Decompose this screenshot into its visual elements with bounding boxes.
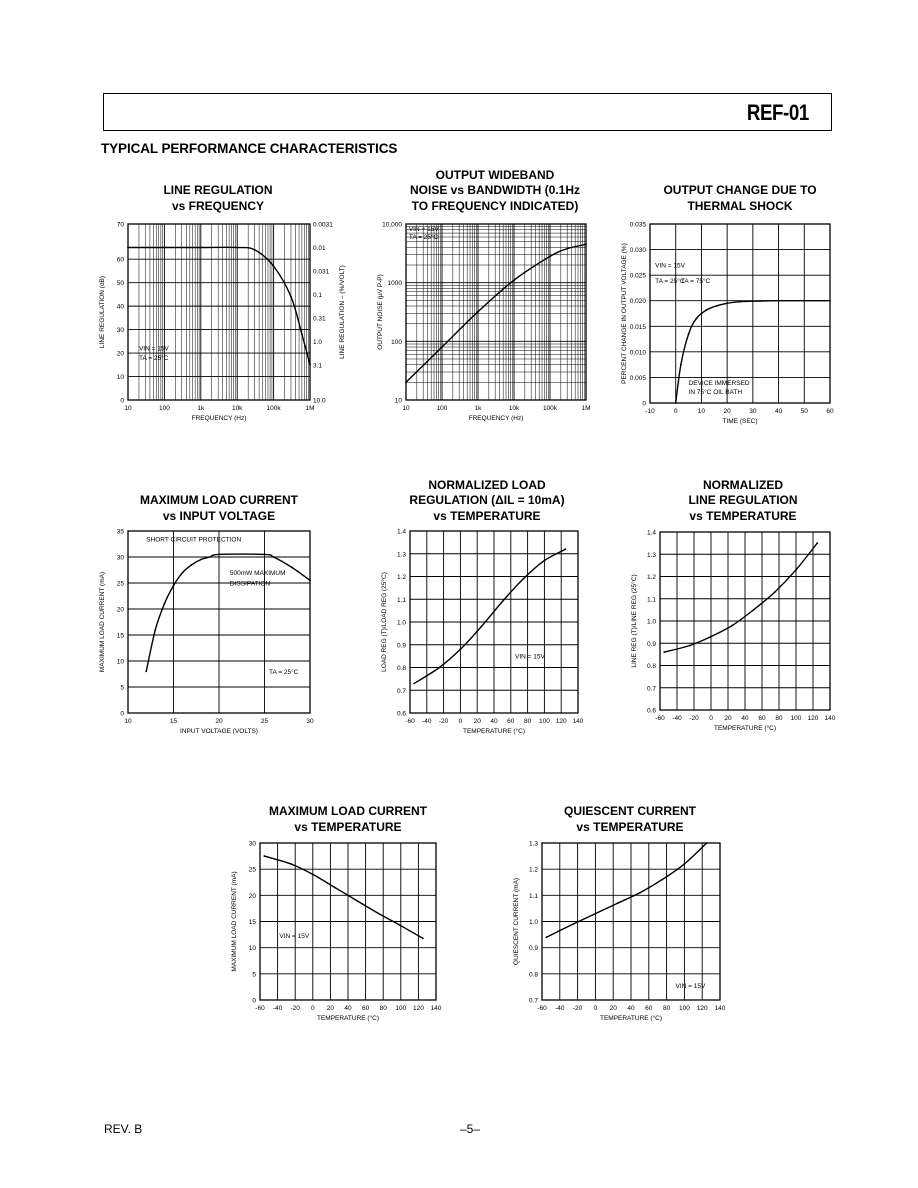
data-point — [572, 923, 574, 925]
x-tick-label: 120 — [412, 1005, 424, 1012]
chart-c7 — [231, 841, 442, 1023]
x-tick-label: 140 — [714, 1005, 726, 1012]
annotation-label: TA = 25°C — [408, 233, 439, 241]
data-point — [803, 300, 805, 302]
x-tick-label: 30 — [749, 408, 757, 415]
y2-axis-label: LINE REGULATION – (%/VOLT) — [339, 265, 346, 359]
chart-c6 — [630, 530, 836, 733]
y-axis-label: MAXIMUM LOAD CURRENT (mA) — [99, 571, 106, 673]
y-tick-label: 1.1 — [646, 596, 656, 604]
y-tick-label: 0.8 — [646, 663, 656, 670]
series-line — [264, 856, 422, 941]
data-point — [182, 572, 184, 574]
data-point — [731, 625, 733, 627]
data-point — [356, 900, 358, 902]
data-point — [290, 296, 292, 298]
data-point — [513, 279, 515, 281]
chart-title-line: OUTPUT WIDEBAND — [435, 167, 555, 182]
y-tick-label: 0.7 — [396, 687, 406, 695]
data-point — [680, 364, 682, 366]
data-point — [301, 333, 303, 335]
x-tick-label: 120 — [696, 1005, 708, 1012]
y-tick-label: 15 — [248, 919, 256, 926]
data-point — [753, 609, 755, 611]
x-tick-label: 0 — [310, 1005, 315, 1012]
annotation-label: VIN = 15V — [138, 345, 169, 353]
data-point — [544, 560, 546, 562]
x-axis-label: INPUT VOLTAGE (VOLTS) — [180, 728, 258, 735]
x-tick-label: 20 — [724, 715, 732, 722]
data-point — [154, 629, 156, 631]
y-tick-label: 5 — [252, 971, 256, 979]
x-axis-label: FREQUENCY (Hz) — [191, 415, 247, 422]
part-number: REF-01 — [747, 100, 809, 125]
x-tick-label: -60 — [537, 1005, 547, 1012]
annotation-label: SHORT CIRCUIT PROTECTION — [146, 536, 242, 544]
data-point — [460, 648, 462, 650]
data-point — [309, 364, 311, 366]
y-tick-label: 0.8 — [528, 971, 538, 979]
chart-title-line: MAXIMUM LOAD CURRENT — [269, 804, 427, 818]
y-axis-label: PERCENT CHANGE IN OUTPUT VOLTAGE (%) — [621, 243, 628, 384]
x-tick-label: 20 — [326, 1005, 335, 1012]
x-tick-label: 0 — [673, 408, 678, 415]
x-tick-label: -20 — [438, 718, 449, 725]
y-tick-label: 1.4 — [396, 528, 406, 536]
y-tick-label: 20 — [248, 892, 256, 900]
y-tick-label: 1.3 — [396, 551, 406, 559]
chart-title-line: TO FREQUENCY INDICATED) — [411, 198, 579, 213]
chart-title-line: LINE REGULATION — [688, 493, 798, 507]
chart-c3 — [621, 222, 834, 426]
x-tick-label: 10 — [697, 408, 706, 415]
x-tick-label: 50 — [800, 408, 808, 415]
y-tick-label: 10 — [248, 945, 256, 953]
y-tick-label: 70 — [116, 221, 124, 229]
chart-title-line: vs INPUT VOLTAGE — [162, 508, 276, 523]
x-tick-label: 40 — [774, 408, 783, 415]
x-tick-label: 60 — [645, 1005, 653, 1012]
data-point — [290, 863, 292, 865]
chart-title-line: MAXIMUM LOAD CURRENT — [140, 493, 298, 507]
annotation-label: VIN = 15V — [655, 262, 685, 270]
data-point — [774, 591, 776, 593]
y-tick-label: 10 — [116, 374, 124, 382]
data-point — [795, 569, 797, 571]
data-point — [334, 887, 336, 889]
y-tick-label: 1.0 — [646, 618, 656, 626]
x-tick-label: 0 — [593, 1005, 598, 1012]
annotation-label: TA = 25°C — [269, 669, 299, 676]
chart-title-line: vs TEMPERATURE — [576, 819, 684, 834]
y-tick-label: 0.005 — [629, 374, 646, 382]
data-point — [689, 645, 691, 647]
annotation-label: TA = 25°C — [655, 277, 685, 285]
x-axis-label: TEMPERATURE (°C) — [316, 1015, 380, 1022]
x-axis-label: TEMPERATURE (°C) — [713, 725, 777, 732]
x-tick-label: 140 — [572, 718, 584, 725]
x-tick-label: 20 — [215, 718, 223, 725]
chart-title-line: vs TEMPERATURE — [689, 508, 797, 523]
x-tick-label: -40 — [272, 1005, 283, 1012]
x-tick-label: 100 — [158, 405, 170, 412]
y2-tick-label: 0.31 — [313, 315, 326, 323]
chart-title-line: vs TEMPERATURE — [433, 508, 541, 523]
x-tick-label: 10 — [124, 405, 132, 412]
y-tick-label: 15 — [116, 632, 124, 640]
data-point — [502, 601, 504, 603]
chart-title-line: NOISE vs BANDWIDTH (0.1Hz — [409, 183, 581, 197]
y-tick-label: 30 — [116, 554, 124, 562]
x-tick-label: 1M — [581, 405, 591, 412]
data-point — [273, 556, 275, 558]
y2-tick-label: 3.1 — [313, 362, 323, 370]
data-point — [200, 247, 202, 249]
data-point — [706, 842, 708, 844]
x-tick-label: -40 — [422, 718, 432, 725]
data-point — [164, 603, 166, 605]
chart-title-line: NORMALIZED — [702, 477, 783, 492]
plot-frame — [650, 224, 830, 403]
annotation-label: TA = 75°C — [680, 277, 711, 285]
x-tick-label: -40 — [555, 1005, 565, 1012]
x-tick-label: -20 — [290, 1005, 300, 1012]
y-tick-label: 1.2 — [396, 574, 406, 581]
y-tick-label: 35 — [116, 528, 124, 536]
y2-tick-label: 1.0 — [313, 338, 323, 346]
y-tick-label: 0 — [252, 997, 256, 1005]
chart-c1 — [99, 222, 346, 423]
annotation-label: VIN = 15V — [675, 983, 706, 991]
x-tick-label: 100 — [436, 405, 448, 412]
x-tick-label: 40 — [490, 718, 498, 725]
x-tick-label: 10 — [402, 405, 410, 412]
data-point — [706, 309, 708, 311]
data-point — [477, 311, 479, 313]
chart-c8 — [513, 841, 726, 1023]
y-tick-label: 30 — [116, 327, 124, 335]
y-tick-label: 0.010 — [629, 349, 646, 357]
y-axis-label: LINE REGULATION (dB) — [99, 275, 106, 349]
y2-tick-label: 10.0 — [313, 397, 326, 405]
y-tick-label: 0 — [120, 710, 124, 718]
y-tick-label: 40 — [116, 303, 124, 311]
x-tick-label: 100 — [678, 1005, 690, 1012]
data-point — [264, 554, 266, 556]
x-tick-label: 30 — [306, 718, 314, 725]
data-point — [829, 300, 831, 302]
x-axis-label: TIME (SEC) — [722, 418, 758, 425]
plot-frame — [128, 224, 310, 400]
data-point — [549, 256, 551, 258]
x-tick-label: 140 — [430, 1005, 442, 1012]
data-point — [688, 333, 690, 335]
data-point — [291, 567, 293, 569]
x-tick-label: 10k — [231, 405, 243, 412]
annotation-label: 500mW MAXIMUM — [229, 570, 286, 578]
annotation-label: VIN = 15V — [515, 653, 545, 661]
y-tick-label: 10 — [116, 658, 124, 666]
data-point — [145, 671, 147, 673]
data-point — [566, 248, 568, 250]
data-point — [816, 542, 818, 544]
x-tick-label: 20 — [609, 1005, 617, 1012]
x-tick-label: 60 — [361, 1005, 370, 1012]
x-tick-label: 100 — [538, 718, 550, 725]
x-tick-label: 15 — [169, 718, 178, 725]
y-tick-label: 0.035 — [629, 221, 646, 229]
y-tick-label: 0.030 — [629, 247, 646, 255]
data-point — [173, 585, 175, 587]
data-point — [716, 305, 718, 307]
data-point — [739, 301, 741, 303]
data-point — [684, 863, 686, 865]
x-tick-label: 1M — [305, 405, 315, 412]
y-tick-label: 0.9 — [646, 640, 656, 648]
y-tick-label: 1.3 — [528, 840, 538, 848]
data-point — [546, 936, 548, 938]
data-point — [585, 243, 587, 245]
y-axis-label: OUTPUT NOISE (μV P-P) — [377, 274, 384, 350]
data-point — [441, 346, 443, 348]
y-tick-label: 0.9 — [396, 642, 406, 650]
data-point — [675, 402, 677, 404]
data-point — [523, 578, 525, 580]
x-axis-label: FREQUENCY (Hz) — [468, 415, 524, 422]
y-axis-label: LOAD REG (T)/LOAD REG (25°C) — [381, 572, 388, 672]
y-tick-label: 1.4 — [646, 529, 656, 537]
x-tick-label: -40 — [672, 715, 682, 722]
x-tick-label: 120 — [807, 715, 819, 722]
y-tick-label: 25 — [248, 866, 256, 874]
data-point — [127, 247, 129, 249]
y-tick-label: 1.3 — [646, 551, 656, 559]
data-point — [778, 300, 780, 302]
y-tick-label: 1.1 — [396, 596, 406, 604]
y-tick-label: 0.9 — [528, 945, 538, 953]
data-point — [695, 318, 697, 320]
x-tick-label: 25 — [260, 718, 269, 725]
x-tick-label: -60 — [655, 715, 665, 722]
data-point — [218, 554, 220, 556]
data-point — [752, 300, 754, 302]
x-tick-label: 140 — [824, 715, 836, 722]
annotation-label: VIN = 15V — [408, 225, 439, 233]
x-tick-label: -60 — [255, 1005, 265, 1012]
chart-title-line: OUTPUT CHANGE DUE TO — [663, 183, 817, 197]
x-tick-label: 100 — [790, 715, 802, 722]
chart-title-line: vs TEMPERATURE — [294, 819, 402, 834]
data-point — [378, 913, 380, 915]
x-tick-label: 80 — [523, 718, 532, 725]
x-tick-label: 100k — [266, 405, 281, 412]
x-tick-label: 40 — [627, 1005, 635, 1012]
y-tick-label: 0.025 — [629, 272, 646, 280]
series-line — [664, 543, 817, 652]
data-point — [254, 249, 256, 251]
annotation-label: DISSIPATION — [229, 580, 271, 588]
chart-c5 — [380, 529, 584, 736]
data-point — [209, 556, 211, 558]
y2-tick-label: 0.031 — [313, 268, 330, 276]
y-tick-label: 0.020 — [629, 298, 646, 306]
y-tick-label: 60 — [116, 256, 124, 264]
data-point — [726, 302, 728, 304]
y-axis-label: QUIESCENT CURRENT (mA) — [513, 877, 520, 966]
x-tick-label: 100 — [395, 1005, 407, 1012]
x-tick-label: -60 — [405, 718, 415, 725]
data-point — [710, 636, 712, 638]
x-tick-label: 80 — [379, 1005, 387, 1012]
y-tick-label: 0.8 — [396, 665, 406, 672]
y-tick-label: 10 — [394, 397, 402, 405]
y-tick-label: 1000 — [387, 280, 402, 288]
annotation-label: TA = 25°C — [138, 355, 169, 363]
x-tick-label: 120 — [555, 718, 567, 725]
chart-title-line: QUIESCENT CURRENT — [563, 804, 697, 818]
y-tick-label: 20 — [116, 606, 124, 614]
chart-title-line: NORMALIZED LOAD — [428, 477, 546, 492]
annotation-label: VIN = 15V — [279, 933, 310, 941]
chart-title-line: LINE REGULATION — [163, 183, 273, 197]
chart-title-line: REGULATION (ΔIL = 10mA) — [409, 493, 565, 507]
y-tick-label: 10,000 — [382, 221, 402, 229]
annotation-label: IN 75°C OIL BATH — [688, 388, 743, 396]
y2-tick-label: 0.01 — [313, 244, 326, 252]
chart-c2 — [377, 222, 591, 423]
plot-frame — [406, 224, 586, 400]
data-point — [481, 626, 483, 628]
y-tick-label: 1.0 — [396, 619, 406, 627]
data-point — [565, 548, 567, 550]
chart-title-line: vs FREQUENCY — [171, 198, 265, 213]
y-tick-label: 0.6 — [396, 710, 406, 718]
y-tick-label: 0.015 — [629, 323, 646, 331]
x-tick-label: 10k — [508, 405, 520, 412]
y-tick-label: 1.2 — [646, 574, 656, 581]
data-point — [273, 265, 275, 267]
x-tick-label: -20 — [572, 1005, 583, 1012]
y-tick-label: 25 — [116, 580, 124, 588]
x-axis-label: TEMPERATURE (°C) — [599, 1015, 663, 1022]
y-tick-label: 0.6 — [646, 707, 656, 715]
data-point — [236, 247, 238, 249]
x-tick-label: 60 — [758, 715, 766, 722]
x-axis-label: TEMPERATURE (°C) — [462, 728, 526, 735]
data-point — [422, 937, 424, 939]
y2-tick-label: 0.0031 — [313, 221, 333, 229]
y-tick-label: 1.2 — [528, 866, 538, 874]
revision-label: REV. B — [104, 1122, 143, 1136]
data-point — [439, 667, 441, 669]
x-tick-label: 60 — [507, 718, 515, 725]
y-tick-label: 20 — [116, 350, 124, 358]
y-tick-label: 0 — [642, 400, 646, 408]
y-tick-label: 0.7 — [528, 997, 538, 1005]
data-point — [639, 892, 641, 894]
x-tick-label: -20 — [689, 715, 699, 722]
annotation-label: DEVICE IMMERSED — [688, 380, 750, 388]
y2-tick-label: 0.1 — [313, 291, 323, 299]
x-tick-label: 0 — [709, 715, 713, 722]
page-number: –5– — [460, 1122, 481, 1136]
y-tick-label: 1.1 — [528, 892, 538, 900]
series-line — [547, 843, 707, 937]
y-axis-label: MAXIMUM LOAD CURRENT (mA) — [231, 871, 238, 972]
y-tick-label: 50 — [116, 280, 124, 288]
y-tick-label: 0 — [120, 397, 124, 405]
x-tick-label: 40 — [344, 1005, 352, 1012]
x-tick-label: 80 — [775, 715, 783, 722]
data-point — [264, 855, 266, 857]
chart-c4 — [99, 529, 314, 736]
x-tick-label: 80 — [662, 1005, 671, 1012]
chart-title-line: THERMAL SHOCK — [687, 198, 793, 213]
y-tick-label: 100 — [391, 338, 402, 346]
data-point — [191, 564, 193, 566]
data-point — [663, 651, 665, 653]
x-tick-label: 20 — [473, 718, 481, 725]
x-tick-label: -10 — [645, 408, 655, 415]
data-point — [200, 559, 202, 561]
data-point — [164, 247, 166, 249]
y-tick-label: 5 — [120, 684, 124, 692]
data-point — [312, 874, 314, 876]
x-tick-label: 10 — [124, 718, 132, 725]
x-tick-label: 60 — [826, 408, 834, 415]
data-point — [405, 381, 407, 383]
section-title: TYPICAL PERFORMANCE CHARACTERISTICS — [101, 141, 398, 156]
data-point — [617, 902, 619, 904]
x-tick-label: 1k — [474, 405, 482, 412]
y-tick-label: 0.7 — [646, 685, 656, 693]
x-tick-label: 100k — [542, 405, 558, 412]
x-tick-label: 0 — [458, 718, 463, 725]
series-line — [414, 549, 565, 683]
y-tick-label: 1.0 — [528, 919, 538, 926]
data-point — [595, 913, 597, 915]
y-axis-label: LINE REG (T)/LINE REG (25°C) — [631, 574, 638, 668]
data-point — [400, 925, 402, 927]
x-tick-label: 20 — [723, 408, 731, 415]
y-tick-label: 30 — [248, 840, 256, 848]
x-tick-label: 1k — [197, 405, 205, 412]
data-point — [309, 580, 311, 582]
data-point — [413, 683, 415, 685]
data-point — [661, 879, 663, 881]
x-tick-label: 40 — [741, 715, 749, 722]
